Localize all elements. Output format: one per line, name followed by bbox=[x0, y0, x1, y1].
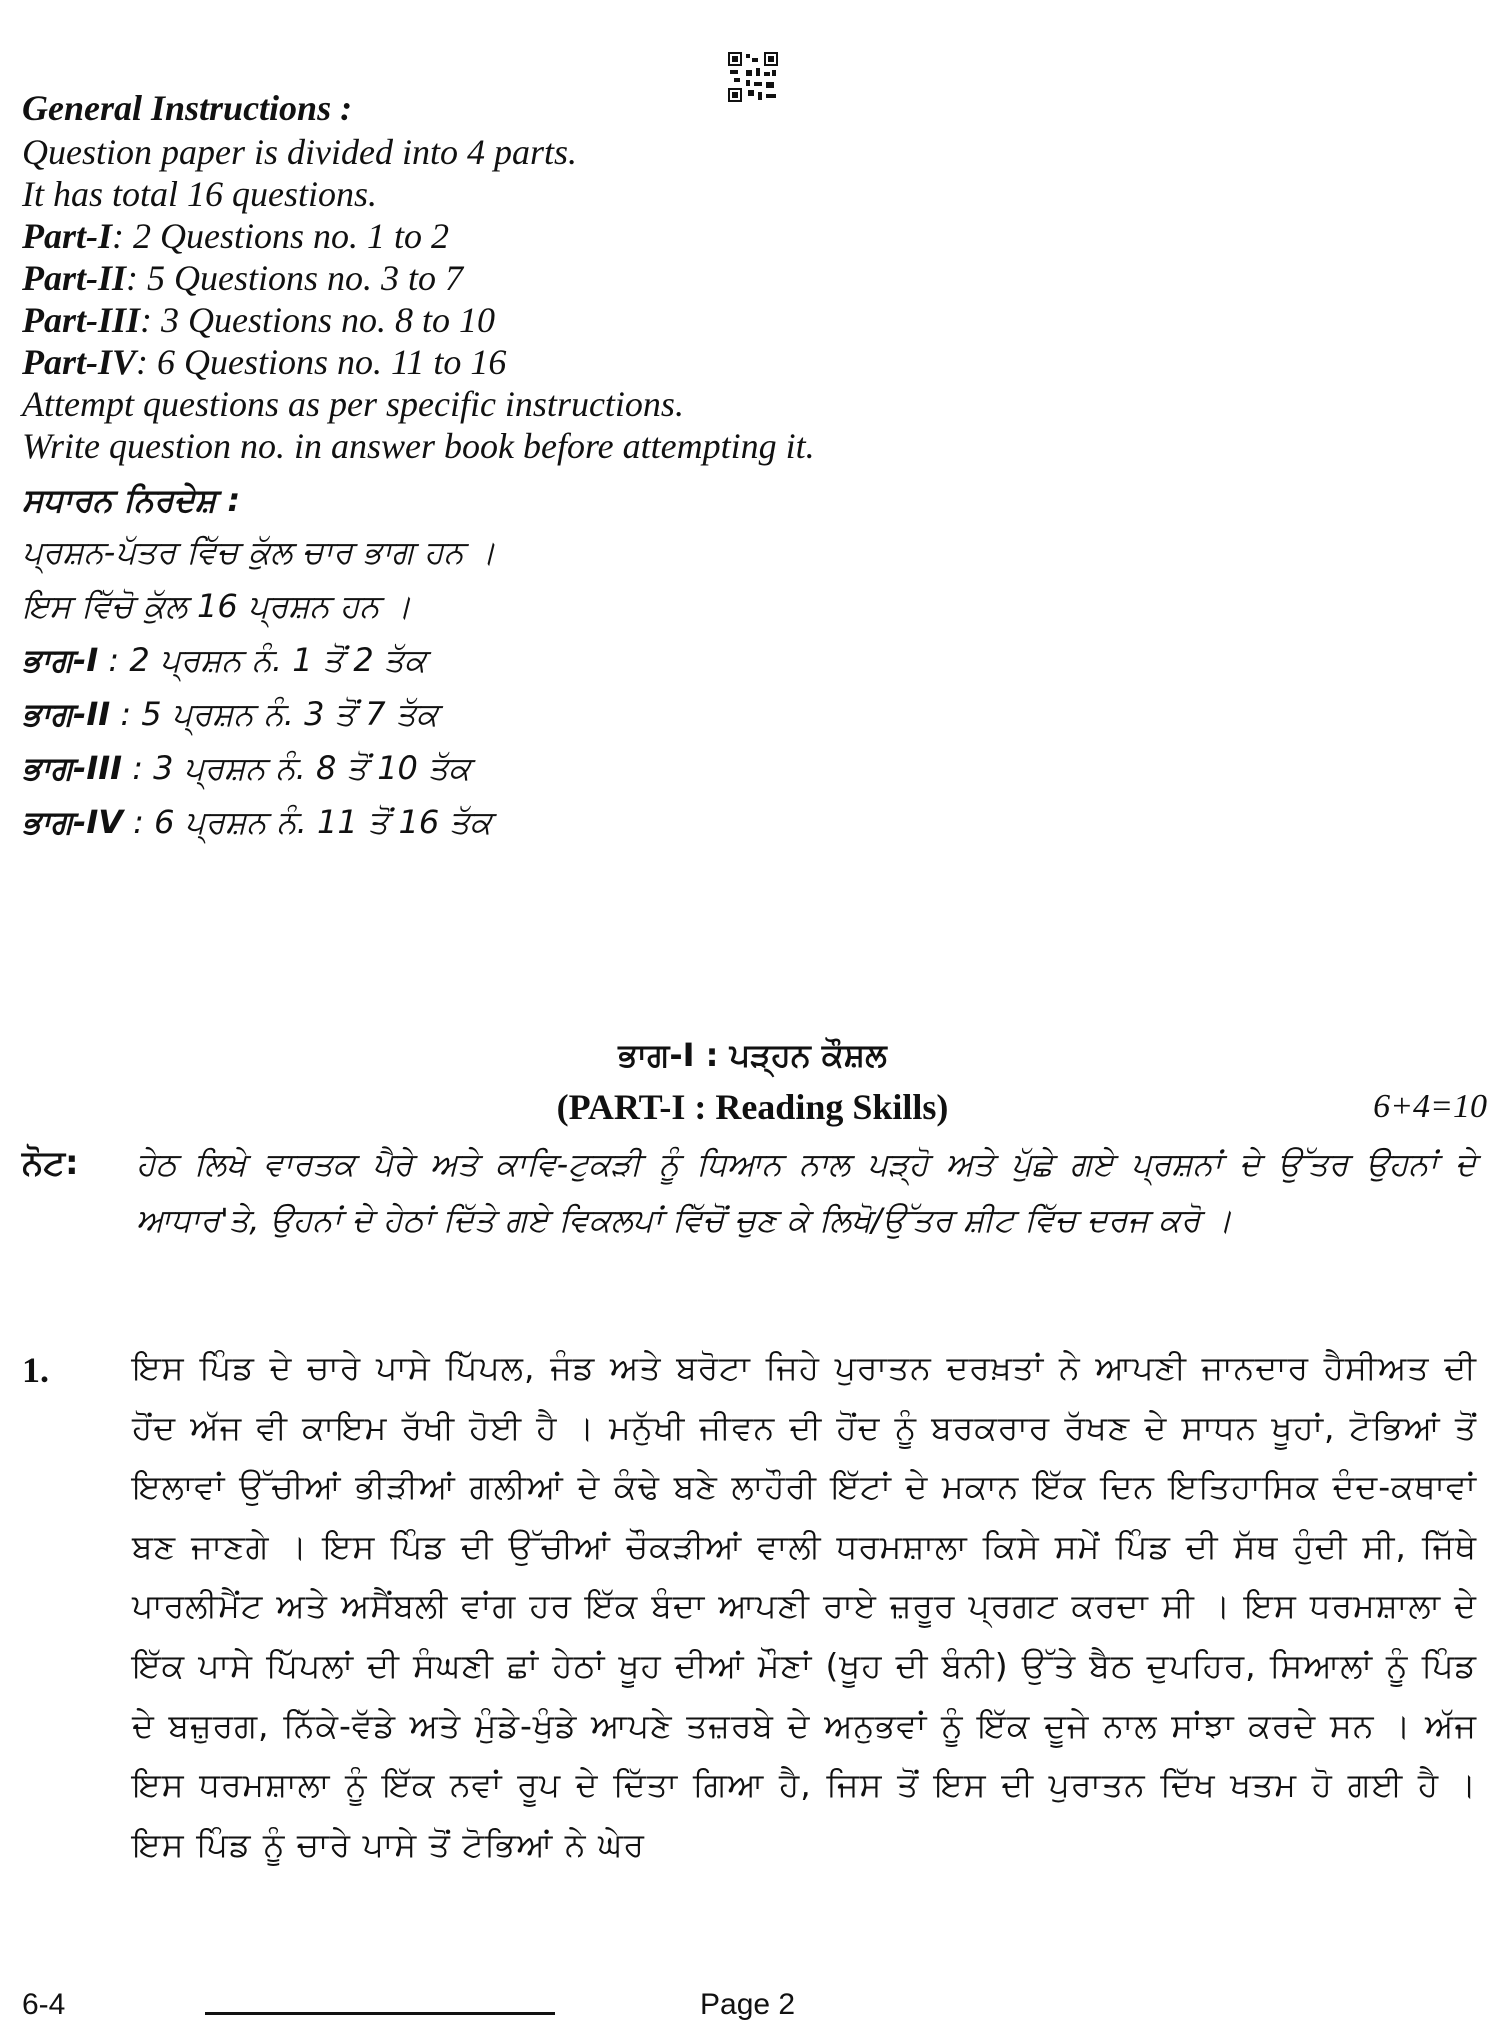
punjabi-instructions-title: ਸਧਾਰਨ ਨਿਰਦੇਸ਼ : bbox=[22, 481, 241, 519]
paper-code: 6-4 bbox=[22, 1988, 66, 2021]
punjabi-instruction-line: ਇਸ ਵਿੱਚੋ ਕੁੱਲ 16 ਪ੍ਰਸ਼ਨ ਹਨ । bbox=[22, 587, 412, 625]
instruction-line: Part-IV: 6 Questions no. 11 to 16 bbox=[22, 342, 507, 382]
instruction-line: Question paper is divided into 4 parts. bbox=[22, 132, 577, 172]
question-passage: ਇਸ ਪਿੰਡ ਦੇ ਚਾਰੇ ਪਾਸੇ ਪਿੱਪਲ, ਜੰਡ ਅਤੇ ਬਰੋਟਾ ਜਿਹੇ ਪੁਰਾਤਨ ਦਰਖ਼ਤਾਂ ਨੇ ਆਪਣੀ ਜਾਨਦਾਰ ਹੈਸੀਅਤ ਦੀ ਹੋਂਦ ਅੱਜ ਵੀ ਕਾਇਮ ਰੱਖੀ ਹੋਈ ਹੈ । ਮਨੁੱਖੀ ਜੀਵਨ ਦੀ ਹੋਂਦ ਨੂੰ ਬਰਕਰਾਰ ਰੱਖਣ ਦੇ ਸਾਧਨ ਖੂਹਾਂ, ਟੋਭਿਆਂ ਤੋਂ ਇਲਾਵਾਂ ਉੱਚੀਆਂ ਭੀੜੀਆਂ ਗਲੀਆਂ ਦੇ ਕੰਢੇ ਬਣੇ ਲਾਹੌਰੀ ਇੱਟਾਂ ਦੇ ਮਕਾਨ ਇੱਕ ਦਿਨ ਇਤਿਹਾਸਿਕ ਦੰਦ-ਕਥਾਵਾਂ ਬਣ ਜਾਣਗੇ । ਇਸ ਪਿੰਡ ਦੀ ਉੱਚੀਆਂ ਚੌਕੜੀਆਂ ਵਾਲੀ ਧਰਮਸ਼ਾਲਾ ਕਿਸੇ ਸਮੇਂ ਪਿੰਡ ਦੀ ਸੱਥ ਹੁੰਦੀ ਸੀ, ਜਿੱਥੇ ਪਾਰਲੀਮੈਂਟ ਅਤੇ ਅਸੈਂਬਲੀ ਵਾਂਗ ਹਰ ਇੱਕ ਬੰਦਾ ਆਪਣੀ ਰਾਏ ਜ਼ਰੂਰ ਪ੍ਰਗਟ ਕਰਦਾ ਸੀ । ਇਸ ਧਰਮਸ਼ਾਲਾ ਦੇ ਇੱਕ ਪਾਸੇ ਪਿੱਪਲਾਂ ਦੀ ਸੰਘਣੀ ਛਾਂ ਹੇਠਾਂ ਖੂਹ ਦੀਆਂ ਮੌਣਾਂ (ਖੂਹ ਦੀ ਬੰਨੀ) ਉੱਤੇ ਬੈਠ ਦੁਪਹਿਰ, ਸਿਆਲਾਂ ਨੂੰ ਪਿੰਡ ਦੇ ਬਜ਼ੁਰਗ, ਨਿੱਕੇ-ਵੱਡੇ ਅਤੇ ਮੁੰਡੇ-ਖੁੰਡੇ ਆਪਣੇ ਤਜ਼ਰਬੇ ਦੇ ਅਨੁਭਵਾਂ ਨੂੰ ਇੱਕ ਦੂਜੇ ਨਾਲ ਸਾਂਝਾ ਕਰਦੇ ਸਨ । ਅੱਜ ਇਸ ਧਰਮਸ਼ਾਲਾ ਨੂੰ ਇੱਕ ਨਵਾਂ ਰੂਪ ਦੇ ਦਿੱਤਾ ਗਿਆ ਹੈ, ਜਿਸ ਤੋਂ ਇਸ ਦੀ ਪੁਰਾਤਨ ਦਿੱਖ ਖਤਮ ਹੋ ਗਈ ਹੈ । ਇਸ ਪਿੰਡ ਨੂੰ ਚਾਰੇ ਪਾਸੇ ਤੋਂ ਟੋਭਿਆਂ ਨੇ ਘੇਰ bbox=[132, 1348, 1477, 1864]
section-marks: 6+4=10 bbox=[1373, 1088, 1487, 1125]
instruction-line: Part-III: 3 Questions no. 8 to 10 bbox=[22, 300, 496, 340]
footer-divider bbox=[205, 2012, 555, 2015]
general-instructions-title: General Instructions : bbox=[22, 88, 353, 128]
instruction-line: Part-II: 5 Questions no. 3 to 7 bbox=[22, 258, 464, 298]
punjabi-instruction-line: ਭਾਗ-III : 3 ਪ੍ਰਸ਼ਨ ਨੰ. 8 ਤੋਂ 10 ਤੱਕ bbox=[22, 749, 471, 787]
note-text: ਹੇਠ ਲਿਖੇ ਵਾਰਤਕ ਪੈਰੇ ਅਤੇ ਕਾਵਿ-ਟੁਕੜੀ ਨੂੰ ਧਿਆਨ ਨਾਲ ਪੜ੍ਹੋ ਅਤੇ ਪੁੱਛੇ ਗਏ ਪ੍ਰਸ਼ਨਾਂ ਦੇ ਉੱਤਰ ਉਹਨਾਂ ਦੇ ਆਧਾਰ'ਤੇ, ਉਹਨਾਂ ਦੇ ਹੇਠਾਂ ਦਿੱਤੇ ਗਏ ਵਿਕਲਪਾਂ ਵਿੱਚੋਂ ਚੁਣ ਕੇ ਲਿਖੋ/ਉੱਤਰ ਸ਼ੀਟ ਵਿੱਚ ਦਰਜ ਕਰੋ । bbox=[136, 1145, 1476, 1239]
note-label: ਨੋਟ: bbox=[22, 1143, 79, 1183]
instruction-line: Part-I: 2 Questions no. 1 to 2 bbox=[22, 216, 449, 256]
page-number: Page 2 bbox=[700, 1988, 796, 2021]
question-number: 1. bbox=[22, 1350, 49, 1390]
punjabi-instruction-line: ਭਾਗ-I : 2 ਪ੍ਰਸ਼ਨ ਨੰ. 1 ਤੋਂ 2 ਤੱਕ bbox=[22, 641, 427, 679]
instruction-line: Attempt questions as per specific instructions. bbox=[22, 384, 684, 424]
instruction-line: Write question no. in answer book before attempting it. bbox=[22, 426, 815, 466]
instruction-line: It has total 16 questions. bbox=[22, 174, 378, 214]
qr-code-icon bbox=[728, 52, 778, 102]
punjabi-instruction-line: ਭਾਗ-IV : 6 ਪ੍ਰਸ਼ਨ ਨੰ. 11 ਤੋਂ 16 ਤੱਕ bbox=[22, 803, 492, 841]
punjabi-instruction-line: ਪ੍ਰਸ਼ਨ-ਪੱਤਰ ਵਿੱਚ ਕੁੱਲ ਚਾਰ ਭਾਗ ਹਨ । bbox=[22, 533, 496, 571]
section-title-punjabi: ਭਾਗ-I : ਪੜ੍ਹਨ ਕੌਸ਼ਲ bbox=[618, 1036, 887, 1074]
punjabi-instruction-line: ਭਾਗ-II : 5 ਪ੍ਰਸ਼ਨ ਨੰ. 3 ਤੋਂ 7 ਤੱਕ bbox=[22, 695, 439, 733]
section-title-english: (PART-I : Reading Skills) bbox=[556, 1087, 949, 1127]
